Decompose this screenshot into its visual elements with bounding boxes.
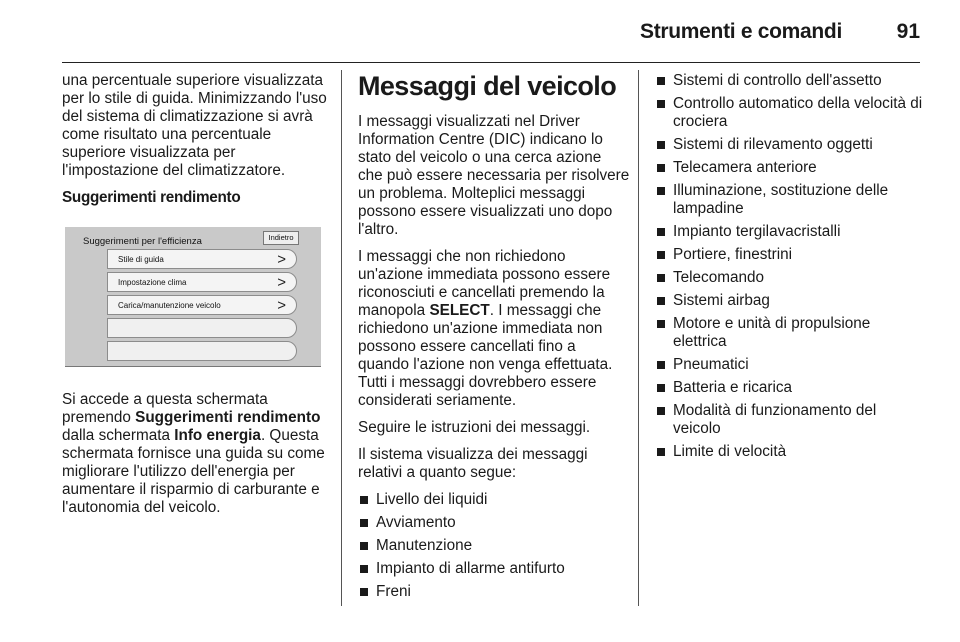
section-title: Strumenti e comandi: [639, 20, 842, 43]
message-categories-list-2: [655, 72, 925, 461]
list-item: Sistemi di rilevamento oggetti: [655, 136, 925, 154]
column-divider-1: [341, 70, 342, 606]
list-item: Avviamento: [358, 514, 630, 532]
chevron-right-icon: >: [277, 274, 286, 291]
heading-messaggi-veicolo: Messaggi del veicolo: [358, 71, 617, 101]
screen-menu-item-2: [107, 272, 297, 292]
bullet-square-icon: [657, 384, 665, 392]
column-divider-2: [638, 70, 639, 606]
intro-paragraph: una percentuale superiore visualizzata per lo stile di guida. Minimizzando l'uso del sistema di climatizzazione si avrà come risultato una percentuale superiore visualizzata per l'impostazione del climatizzatore.: [62, 72, 327, 179]
back-button: Indietro: [263, 231, 299, 245]
chevron-right-icon: >: [277, 297, 286, 314]
dic-paragraph: I messaggi visualizzati nel Driver Information Centre (DIC) indicano lo stato del veicolo o una cerca azione che può essere necessaria per risolvere un problema. Molteplici messaggi possono essere visualizzati uno dopo l'altro.: [358, 113, 630, 238]
chevron-right-icon: >: [277, 251, 286, 268]
list-item: Impianto tergilavacristalli: [655, 223, 925, 241]
screen-title: Suggerimenti per l'efficienza: [83, 236, 202, 247]
page-header: [62, 18, 920, 63]
list-item: Illuminazione, sostituzione delle lampadine: [655, 182, 925, 218]
list-item: Batteria e ricarica: [655, 379, 925, 397]
list-item: Manutenzione: [358, 537, 630, 555]
list-item: Telecomando: [655, 269, 925, 287]
list-item: Controllo automatico della velocità di crociera: [655, 95, 925, 131]
list-item: Portiere, finestrini: [655, 246, 925, 264]
bullet-square-icon: [657, 361, 665, 369]
select-paragraph: I messaggi che non richiedono un'azione immediata possono essere riconosciuti e cancellati premendo la manopola SELECT. I messaggi che richiedono un'azione immediata non possono essere cancellati fino a quando l'azione non venga effettuata. Tutti i messaggi dovrebbero essere considerati seriamente.: [358, 248, 613, 409]
list-item: Sistemi airbag: [655, 292, 925, 310]
column-left: [62, 72, 332, 526]
bullet-square-icon: [657, 407, 665, 415]
bullet-square-icon: [657, 100, 665, 108]
column-middle: [358, 72, 630, 606]
list-item: Impianto di allarme antifurto: [358, 560, 630, 578]
page-number: 91: [896, 20, 920, 43]
list-item: Livello dei liquidi: [358, 491, 630, 509]
screen-menu-item-label: Impostazione clima: [118, 278, 187, 287]
screen-menu-item-label: Stile di guida: [118, 255, 164, 264]
bullet-square-icon: [360, 542, 368, 550]
bullet-square-icon: [657, 187, 665, 195]
bullet-square-icon: [360, 496, 368, 504]
bullet-square-icon: [657, 228, 665, 236]
list-item: Limite di velocità: [655, 443, 925, 461]
bullet-square-icon: [657, 164, 665, 172]
bullet-square-icon: [657, 77, 665, 85]
screen-menu-item-label: Carica/manutenzione veicolo: [118, 301, 221, 310]
list-item: Telecamera anteriore: [655, 159, 925, 177]
screen-menu-item-empty-1: [107, 318, 297, 338]
bullet-square-icon: [657, 448, 665, 456]
bullet-square-icon: [360, 588, 368, 596]
list-item: Motore e unità di propulsione elettrica: [655, 315, 925, 351]
screen-bottom-line: [65, 366, 321, 367]
bullet-square-icon: [657, 141, 665, 149]
list-item: Freni: [358, 583, 630, 601]
instructions-paragraph: Seguire le istruzioni dei messaggi.: [358, 419, 591, 436]
bullet-square-icon: [360, 519, 368, 527]
screen-menu-item-1: [107, 249, 297, 269]
efficiency-screen-figure: [65, 227, 321, 367]
bullet-square-icon: [657, 274, 665, 282]
list-item: Sistemi di controllo dell'assetto: [655, 72, 925, 90]
screen-menu-item-3: [107, 295, 297, 315]
subheading-suggerimenti: Suggerimenti rendimento: [62, 189, 241, 206]
bullet-square-icon: [657, 297, 665, 305]
message-categories-list-1: [358, 491, 630, 601]
access-paragraph: Si accede a questa schermata premendo Suggerimenti rendimento dalla schermata Info energia. Questa schermata fornisce una guida su come migliorare l'utilizzo dell'energia per aumentare il risparmio di carburante e l'autonomia del veicolo.: [62, 391, 325, 516]
list-item: Pneumatici: [655, 356, 925, 374]
list-item: Modalità di funzionamento del veicolo: [655, 402, 925, 438]
screen-menu-item-empty-2: [107, 341, 297, 361]
column-right: [655, 72, 925, 466]
bullet-square-icon: [360, 565, 368, 573]
bullet-square-icon: [657, 320, 665, 328]
system-paragraph: Il sistema visualizza dei messaggi relativi a quanto segue:: [358, 446, 588, 481]
bullet-square-icon: [657, 251, 665, 259]
